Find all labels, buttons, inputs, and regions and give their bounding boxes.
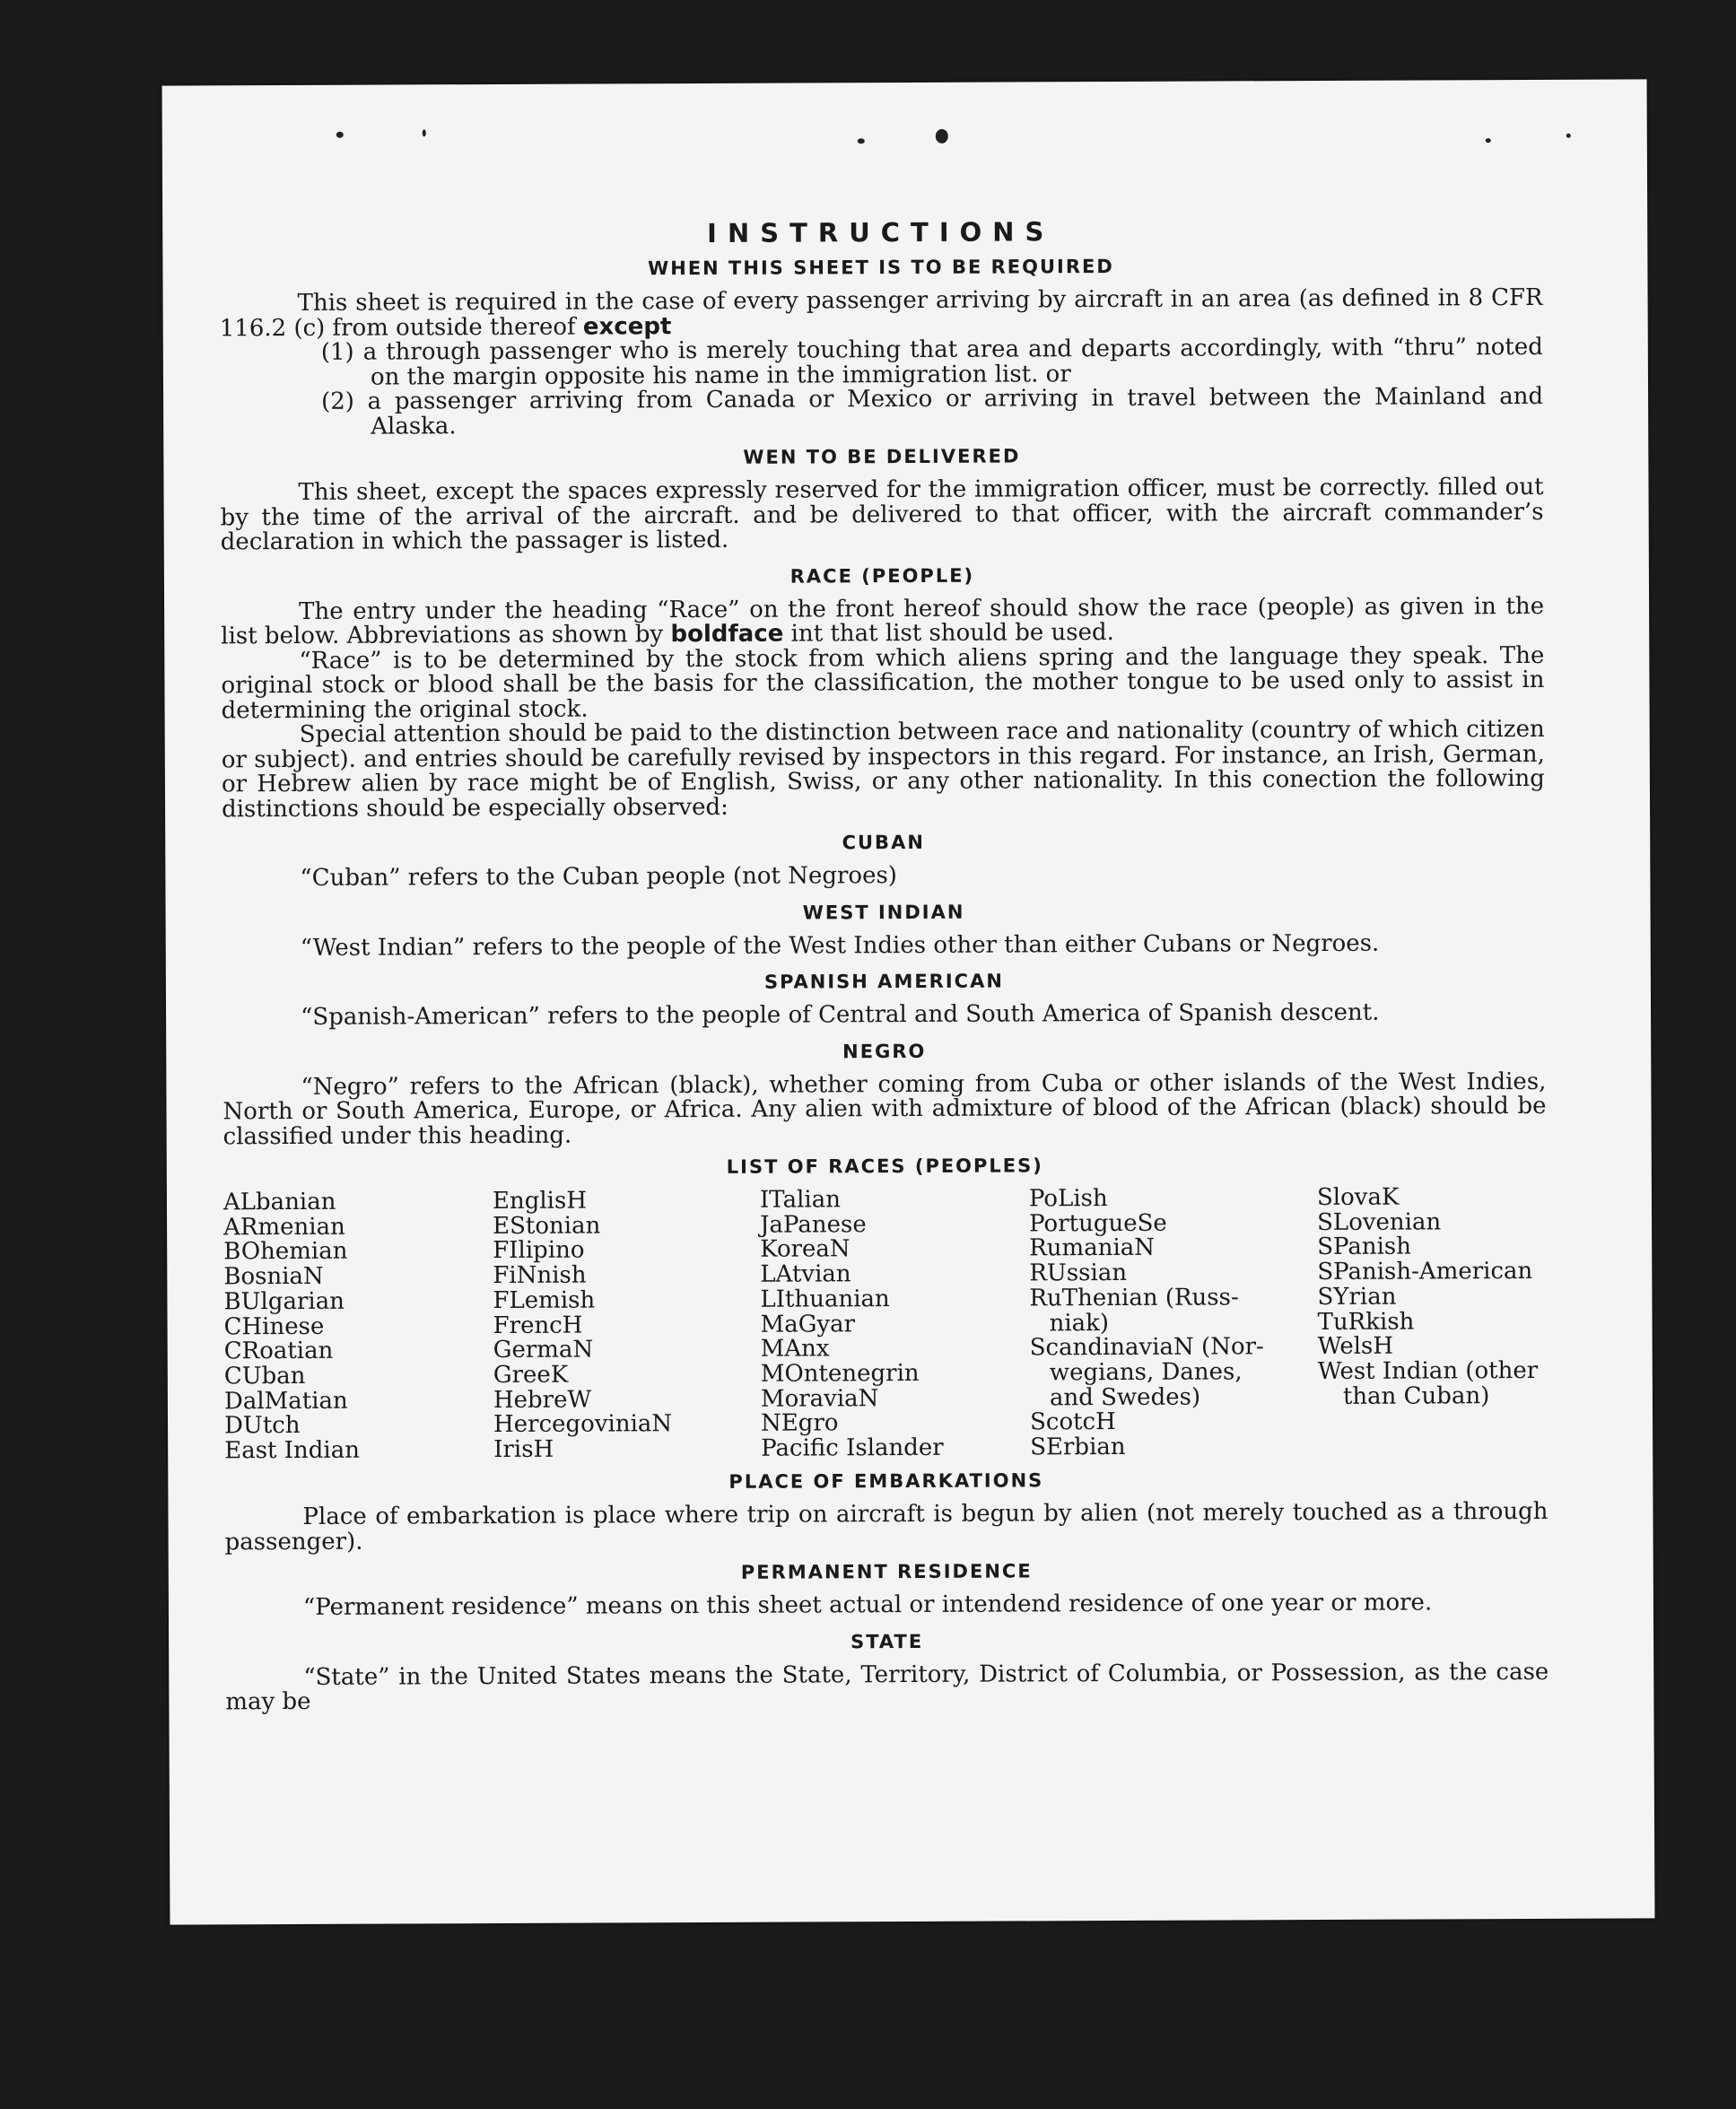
race-list [223, 1185, 1548, 1464]
race-entry: BUlgarian [223, 1287, 345, 1316]
heading-race: RACE (PEOPLE) [789, 564, 975, 588]
race-entry: West Indian (other [1317, 1356, 1539, 1385]
race-entry: BosniaN [223, 1262, 324, 1291]
except-bold: except [582, 312, 672, 341]
embarkation-text: Place of embarkation is place where trip on aircraft is begun by alien (not merely touched as a through passenger). [224, 1497, 1548, 1556]
race-paragraph-2: “Race” is to be determined by the stock from which aliens spring and the language they speak. The original stock or blood shall be the basis for the classification, the mother tongue to be used only to assist in determining the original stock. [221, 641, 1545, 724]
race-entry: IrisH [493, 1435, 554, 1464]
race-entry: GreeK [493, 1361, 569, 1389]
race-entry: SlovaK [1316, 1183, 1400, 1212]
spanish-american-text: “Spanish-American” refers to the people of Central and South America of Spanish descent. [301, 998, 1380, 1031]
race-entry: RumaniaN [1029, 1234, 1156, 1262]
race-entry: WelsH [1317, 1332, 1394, 1361]
race-entry: PoLish [1028, 1185, 1108, 1213]
race-entry: SPanish-American [1317, 1258, 1533, 1286]
heading-embarkation: PLACE OF EMBARKATIONS [728, 1469, 1044, 1493]
race-entry: TuRkish [1317, 1308, 1415, 1336]
race-list-column-4 [1029, 1186, 1264, 1460]
heading-negro: NEGRO [842, 1040, 927, 1062]
race-entry: SPanish [1317, 1233, 1412, 1261]
heading-required: WHEN THIS SHEET IS TO BE REQUIRED [648, 255, 1114, 280]
race-entry: ScandinaviaN (Nor- [1029, 1333, 1264, 1362]
race-entry: ITalian [759, 1186, 842, 1214]
race-list-column-3 [760, 1188, 944, 1462]
race-list-column-5 [1317, 1185, 1538, 1409]
race-entry: GermaN [493, 1336, 594, 1364]
required-item-2: (2) a passenger arriving from Canada or Mexico or arriving in travel between the Mainland and Alaska. [321, 382, 1544, 440]
race-entry: HercegoviniaN [493, 1410, 673, 1439]
race-entry: LAtvian [760, 1260, 851, 1288]
race-entry: CRoatian [223, 1338, 334, 1365]
race-entry: SErbian [1030, 1433, 1126, 1461]
negro-text: “Negro” refers to the African (black), whether coming from Cuba or other islands of the West Indies, North or South America, Europe, or Africa. Any alien with admixture of blood of the African (black) should be classified under this heading. [222, 1068, 1547, 1150]
race-entry: ARmenian [223, 1213, 345, 1242]
heading-state: STATE [850, 1630, 924, 1652]
race-entry: than Cuban) [1342, 1381, 1490, 1410]
heading-spanish-american: SPANISH AMERICAN [763, 970, 1004, 993]
race-entry: RuThenian (Russ- [1029, 1284, 1239, 1312]
race-entry: HebreW [493, 1386, 592, 1414]
race-entry: BOhemian [223, 1238, 348, 1266]
heading-list-of-races: LIST OF RACES (PEOPLES) [726, 1155, 1043, 1178]
race-list-column-1 [223, 1190, 360, 1464]
heading-permanent-residence: PERMANENT RESIDENCE [740, 1560, 1033, 1583]
race-entry: and Swedes) [1049, 1383, 1201, 1411]
race-entry: CUban [223, 1362, 306, 1390]
race-entry: MaGyar [760, 1310, 856, 1338]
race-entry: SLovenian [1317, 1208, 1442, 1236]
race-entry: Pacific Islander [761, 1434, 944, 1462]
page-title: INSTRUCTIONS [707, 216, 1055, 248]
race-paragraph-3: Special attention should be paid to the distinction between race and nationality (country of which citizen or subject). and entries should be carefully revised by inspectors in this regard. For instance, an Irish, German, or Hebrew alien by race might be of English, Swiss, or any other nationality. In this conection the following distinctions should be especially observed: [221, 715, 1545, 823]
race-entry: PortugueSe [1029, 1209, 1167, 1238]
required-intro: This sheet is required in the case of every passenger arriving by aircraft in an area (as defined in 8 CFR 116.2 (c) from outside thereof except [219, 283, 1543, 342]
race-entry: KoreaN [760, 1235, 851, 1264]
race-entry: DUtch [223, 1412, 301, 1440]
race-entry: MoraviaN [760, 1384, 879, 1413]
race-entry: JaPanese [760, 1210, 867, 1239]
race-entry: LIthuanian [760, 1285, 890, 1313]
race-entry: EStonian [493, 1212, 601, 1240]
race-entry: FIlipino [493, 1236, 585, 1265]
state-text: “State” in the United States means the State, Territory, District of Columbia, or Possession, as the case may be [225, 1658, 1549, 1716]
heading-west-indian: WEST INDIAN [802, 901, 965, 924]
document-page [162, 79, 1655, 1924]
instructions-content [219, 214, 1548, 1715]
race-entry: CHinese [223, 1312, 325, 1340]
heading-cuban: CUBAN [842, 831, 925, 854]
race-entry: RUssian [1029, 1259, 1128, 1287]
race-entry: MOntenegrin [760, 1359, 920, 1388]
required-item-1: (1) a through passenger who is merely touching that area and departs accordingly, with “thru” noted on the margin opposite his name in the immigration list. or [320, 333, 1543, 391]
race-entry: MAnx [760, 1335, 830, 1363]
cuban-text: “Cuban” refers to the Cuban people (not Negroes) [300, 862, 897, 892]
delivered-text: This sheet, except the spaces expressly reserved for the immigration officer, must be correctly. filled out by the time of the arrival of the aircraft. and be delivered to that officer, with the aircraft commander’s declaration in which the passager is listed. [220, 473, 1544, 556]
boldface-bold: boldface [670, 620, 784, 649]
race-entry: wegians, Danes, [1049, 1358, 1243, 1387]
race-paragraph-1: The entry under the heading “Race” on the front hereof should show the race (people) as given in the list below. Abbreviations as shown by boldface int that list should be used. [221, 592, 1545, 650]
race-entry: FLemish [493, 1286, 596, 1314]
race-entry: FiNnish [493, 1261, 587, 1290]
west-indian-text: “West Indian” refers to the people of the West Indies other than either Cubans or Negroes. [300, 929, 1380, 962]
race-entry: FrencH [493, 1312, 583, 1339]
race-entry: NEgro [760, 1409, 839, 1438]
heading-delivered: WEN TO BE DELIVERED [743, 445, 1021, 468]
race-entry: SYrian [1317, 1283, 1397, 1311]
race-entry: DalMatian [223, 1387, 348, 1415]
race-entry: ALbanian [222, 1188, 336, 1216]
scan-specks [162, 79, 1647, 85]
race-list-column-2 [493, 1189, 672, 1463]
race-entry: EnglisH [492, 1187, 588, 1216]
race-entry: ScotcH [1029, 1408, 1116, 1436]
race-entry: East Indian [224, 1436, 361, 1465]
residence-text: “Permanent residence” means on this sheet actual or intendend residence of one year or more. [302, 1589, 1433, 1621]
race-entry: niak) [1049, 1309, 1110, 1337]
